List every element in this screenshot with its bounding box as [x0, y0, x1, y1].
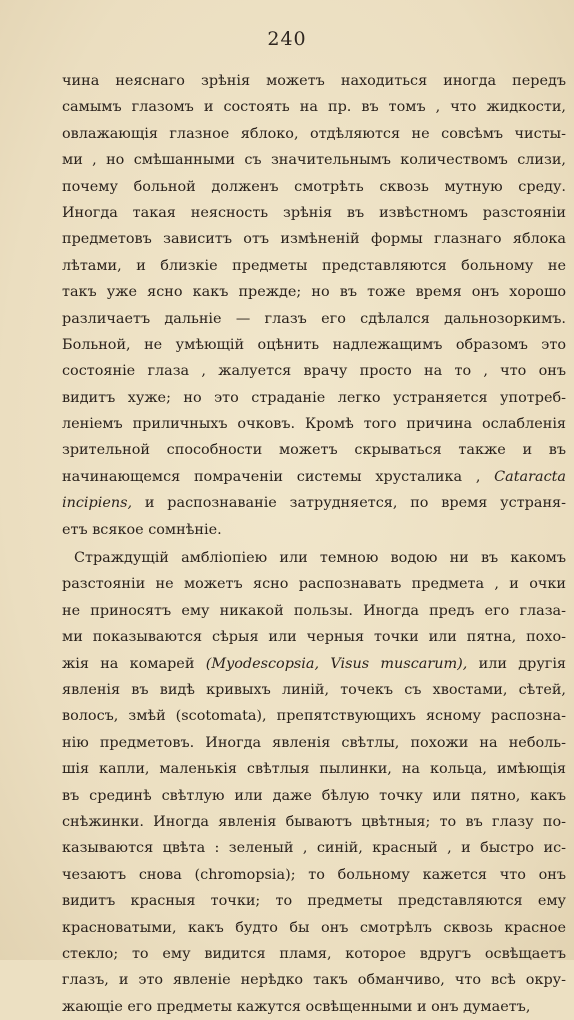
text-line	[62, 756, 566, 782]
italic-term: (Myodescopsia, Visus muscarum),	[205, 655, 468, 672]
text-line	[62, 730, 566, 756]
body-text	[62, 68, 566, 1020]
text-line	[62, 941, 566, 967]
text-run: жающіе его предметы кажутся освѣщенными и онъ думаетъ,	[62, 998, 531, 1015]
text-line	[62, 68, 566, 94]
text-line	[62, 306, 566, 332]
text-run: снѣжинки. Иногда явленія бываютъ цвѣтныя; то въ глазу по-	[62, 813, 566, 830]
italic-term: incipiens,	[62, 495, 133, 512]
text-line	[62, 677, 566, 703]
text-line	[62, 358, 566, 384]
text-run: состояніе глаза , жалуется врачу просто на то , что онъ	[62, 363, 566, 380]
italic-term: Cataracta	[494, 468, 566, 485]
text-line	[62, 174, 566, 200]
text-run: красноватыми, какъ будто бы онъ смотрѣлъ сквозь красное	[62, 919, 566, 936]
text-run: зрительной способности можетъ скрываться также и въ	[62, 442, 566, 459]
paragraph	[62, 545, 566, 1020]
text-run: Больной, не умѣющій оцѣнить надлежащимъ образомъ это	[62, 336, 566, 353]
text-run: явленія въ видѣ кривыхъ линій, точекъ съ хвостами, сѣтей,	[62, 681, 566, 698]
text-line	[62, 994, 566, 1020]
text-line	[62, 464, 566, 490]
text-line	[62, 783, 566, 809]
text-run: начинающемся помраченіи системы хрусталика ,	[62, 468, 495, 485]
text-run: ми показываются сѣрыя или черныя точки или пятна, похо-	[62, 629, 566, 646]
text-run: видитъ красныя точки; то предметы представляются ему	[62, 893, 566, 910]
text-run: или другія	[467, 655, 566, 672]
text-run: въ срединѣ свѣтлую или даже бѣлую точку или пятно, какъ	[62, 787, 566, 804]
text-run: ми , но смѣшанными съ значительнымъ количествомъ слизи,	[62, 152, 566, 169]
text-line	[62, 385, 566, 411]
text-run: не приносятъ ему никакой пользы. Иногда предъ его глаза-	[62, 602, 566, 619]
text-line	[62, 967, 566, 993]
text-run: нію предметовъ. Иногда явленія свѣтлы, похожи на неболь-	[62, 734, 566, 751]
text-run: овлажающія глазное яблоко, отдѣляются не совсѣмъ чисты-	[62, 125, 566, 142]
text-run: волосъ, змѣй (scotomata), препятствующихъ ясному распозна-	[62, 708, 566, 725]
text-line	[62, 517, 566, 543]
paragraph	[62, 68, 566, 543]
text-line	[62, 915, 566, 941]
text-line	[62, 226, 566, 252]
text-run: глазъ, и это явленіе нерѣдко такъ обманчиво, что всѣ окру-	[62, 972, 566, 989]
text-run: Иногда такая неясность зрѣнія въ извѣстномъ разстояніи	[62, 204, 566, 221]
page-number: 240	[267, 28, 307, 50]
text-line	[62, 332, 566, 358]
text-line	[62, 200, 566, 226]
text-run: и распознаваніе затрудняется, по время устраня-	[132, 495, 566, 512]
text-run: леніемъ приличныхъ очковъ. Кромѣ того причина ослабленія	[62, 416, 566, 433]
text-run: жія на комарей	[62, 655, 206, 672]
text-line	[62, 598, 566, 624]
text-line	[62, 94, 566, 120]
text-run: почему больной долженъ смотрѣть сквозь мутную среду.	[62, 178, 566, 195]
text-line	[62, 888, 566, 914]
text-line	[62, 411, 566, 437]
text-run: шія капли, маленькія свѣтлыя пылинки, на кольца, имѣющія	[62, 761, 566, 778]
text-run: различаетъ дальніе — глазъ его сдѣлался дальнозоркимъ.	[62, 310, 566, 327]
text-run: казываются цвѣта : зеленый , синій, красный , и быстро ис-	[62, 840, 566, 857]
text-run: такъ уже ясно какъ прежде; но въ тоже время онъ хорошо	[62, 284, 566, 301]
text-line	[62, 703, 566, 729]
text-run: стекло; то ему видится пламя, которое вдругъ освѣщаетъ	[62, 945, 566, 962]
text-line	[62, 835, 566, 861]
text-run: предметовъ зависитъ отъ измѣненій формы глазнаго яблока	[62, 231, 566, 248]
text-line	[62, 147, 566, 173]
text-line	[62, 651, 566, 677]
text-line	[62, 571, 566, 597]
text-run: Страждущій амбліопіею или темною водою ни въ какомъ	[74, 550, 566, 567]
text-line	[62, 121, 566, 147]
text-run: разстояніи не можетъ ясно распознавать предмета , и очки	[62, 576, 566, 593]
text-line	[62, 809, 566, 835]
text-line	[62, 624, 566, 650]
text-run: етъ всякое сомнѣніе.	[62, 521, 222, 538]
text-line	[62, 545, 566, 571]
text-line	[62, 437, 566, 463]
text-run: лѣтами, и близкіе предметы представляются больному не	[62, 257, 566, 274]
text-run: чезаютъ снова (chromopsia); то больному кажется что онъ	[62, 866, 566, 883]
text-line	[62, 253, 566, 279]
text-line	[62, 490, 566, 516]
text-line	[62, 279, 566, 305]
text-run: самымъ глазомъ и состоять на пр. въ томъ , что жидкости,	[62, 99, 566, 116]
text-run: видитъ хуже; но это страданіе легко устраняется употреб-	[62, 389, 566, 406]
text-line	[62, 862, 566, 888]
text-run: чина неяснаго зрѣнія можетъ находиться иногда передъ	[62, 73, 566, 89]
